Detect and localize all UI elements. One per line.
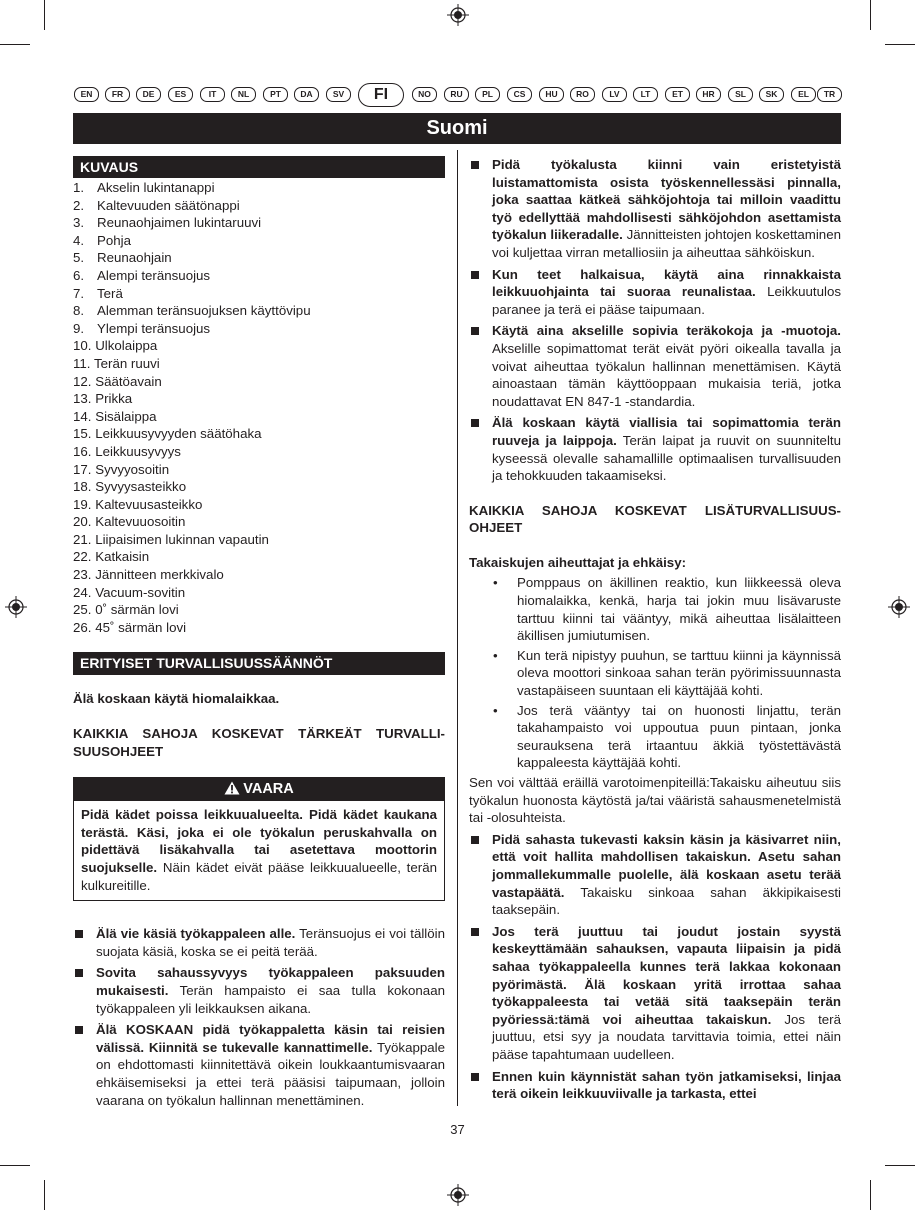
- list-item: 5. Reunaohjain: [73, 250, 172, 266]
- bullet-square-icon: [75, 1026, 83, 1034]
- list-item: 24. Vacuum-sovitin: [73, 584, 186, 600]
- registration-mark-icon: [888, 596, 910, 618]
- bullet-square-icon: [471, 271, 479, 279]
- language-tab[interactable]: SL: [728, 87, 753, 102]
- danger-box-header: [74, 778, 444, 801]
- crop-mark: [0, 1165, 30, 1166]
- crop-mark: [44, 0, 45, 30]
- extra-safety-heading: KAIKKIA SAHOJA KOSKEVAT LISÄTURVALLISUUS-OHJEET: [469, 502, 841, 536]
- list-item: 18. Syvyysasteikko: [73, 479, 187, 495]
- list-item: • Pomppaus on äkillinen reaktio, kun liikkeessä oleva hiomalaikka, kenkä, harja tai jokin muu lisävaruste tarttuu kiinni tai vääntyy, mikä aiheuttaa lisälaitteen äkillisen jumiutumisen.: [493, 575, 841, 644]
- list-item: 26. 45˚ särmän lovi: [73, 619, 187, 635]
- language-tab[interactable]: RU: [444, 87, 469, 102]
- danger-title: VAARA: [243, 781, 294, 798]
- language-tab[interactable]: RO: [570, 87, 595, 102]
- danger-text: Pidä kädet poissa leikkuualueelta. Pidä kädet kaukana terästä. Käsi, joka ei ole työkalun peruskahvalla on pidettävä lisäkahvalla tai asetettava moottorin suojukselle. Näin kädet eivät pääse leikkuualueelle, terän kulkureitille.: [81, 807, 437, 893]
- list-item: 7. Terä: [73, 285, 123, 301]
- list-item: 4. Pohja: [73, 232, 132, 248]
- list-item: 20. Kaltevuuosoitin: [73, 514, 186, 530]
- registration-mark-icon: [447, 1184, 469, 1206]
- bullet-dot-icon: •: [493, 647, 498, 663]
- list-item: 11. Terän ruuvi: [73, 355, 160, 371]
- language-tab[interactable]: ES: [168, 87, 193, 102]
- language-tabs: [74, 83, 842, 107]
- language-tab[interactable]: PT: [263, 87, 288, 102]
- list-item: 2. Kaltevuuden säätönappi: [73, 197, 240, 213]
- list-item: Sovita sahaussyvyys työkappaleen paksuuden mukaisesti. Terän hampaisto ei saa tulla kokonaan työkappaleen yli leikkauksen aikana.: [73, 964, 445, 1017]
- language-tab[interactable]: NO: [412, 87, 437, 102]
- page-number: 37: [450, 1122, 465, 1137]
- crop-mark: [870, 0, 871, 30]
- list-item: Älä koskaan käytä viallisia tai sopimattomia terän ruuveja ja laippoja. Terän laipat ja ruuvit on suunniteltu kyseessä olevalle sahamallille optimaalisen turvallisuuden ja tehokkuuden takaamiseksi.: [469, 414, 841, 484]
- list-item: 14. Sisälaippa: [73, 408, 157, 424]
- language-tab[interactable]: IT: [200, 87, 225, 102]
- language-tab[interactable]: LV: [602, 87, 627, 102]
- list-item: 13. Prikka: [73, 391, 133, 407]
- crop-mark: [870, 1180, 871, 1210]
- list-item: Älä KOSKAAN pidä työkappaletta käsin tai reisien välissä. Kiinnitä se tukevalle kannattimelle. Työkappale on ehdottomasti kiinnitettävä oikein loukkaantumisvaaran ehkäisemiseksi ja ettei terä pääsisi taipumaan, jolloin vaarana on työkalun hallinnan menettäminen.: [73, 1021, 445, 1109]
- important-safety-heading: KAIKKIA SAHOJA KOSKEVAT TÄRKEÄT TURVALLI-SUUSOHJEET: [73, 726, 445, 759]
- parts-list: [73, 179, 445, 636]
- kickback-intro: Sen voi välttää eräillä varotoimenpiteillä:Takaisku aiheutuu siis työkalun huonosta käytöstä ja/tai vääristä sahausmenetelmistä tai -olosuhteista.: [469, 775, 841, 826]
- language-tab[interactable]: HR: [696, 87, 721, 102]
- bullet-square-icon: [75, 969, 83, 977]
- column-divider: [457, 150, 458, 1106]
- language-tab[interactable]: EL: [791, 87, 816, 102]
- right-column: [469, 156, 841, 1103]
- language-tab[interactable]: PL: [475, 87, 500, 102]
- no-abrasive-warning: Älä koskaan käytä hiomalaikkaa.: [73, 691, 280, 707]
- bullet-dot-icon: •: [493, 575, 498, 591]
- language-tab[interactable]: TR: [817, 87, 842, 102]
- list-item: 16. Leikkuusyvyys: [73, 443, 181, 459]
- warning-triangle-icon: [224, 781, 240, 795]
- list-item: 1. Akselin lukintanappi: [73, 180, 215, 195]
- list-item: Älä vie käsiä työkappaleen alle. Teränsuojus ei voi tällöin suojata käsiä, koska se ei peitä terää.: [73, 925, 445, 960]
- list-item: 19. Kaltevuusasteikko: [73, 496, 203, 512]
- page-title: Suomi: [73, 113, 841, 144]
- list-item: 25. 0˚ särmän lovi: [73, 602, 179, 618]
- language-tab[interactable]: HU: [539, 87, 564, 102]
- bullet-square-icon: [471, 1073, 479, 1081]
- list-item: 9. Ylempi teränsuojus: [73, 320, 211, 336]
- bullet-square-icon: [471, 836, 479, 844]
- list-item: 23. Jännitteen merkkivalo: [73, 567, 224, 583]
- list-item: Ennen kuin käynnistät sahan työn jatkamiseksi, linjaa terä oikein leikkuuviivalle ja tarkasta, ettei: [469, 1068, 841, 1103]
- bullet-square-icon: [471, 327, 479, 335]
- language-tab[interactable]: DE: [136, 87, 161, 102]
- danger-box: [73, 777, 445, 901]
- list-item: 3. Reunaohjaimen lukintaruuvi: [73, 215, 262, 231]
- language-tab[interactable]: LT: [633, 87, 658, 102]
- list-item: • Jos terä vääntyy tai on huonosti linjattu, terän takahampaisto voi uppoutua puun pintaan, jonka seurauksena terä irtaantuu äkkiä työstettävästä kappaleesta käyttäjää kohti.: [493, 702, 841, 771]
- bullet-square-icon: [471, 928, 479, 936]
- crop-mark: [0, 44, 30, 45]
- kickback-heading: Takaiskujen aiheuttajat ja ehkäisy:: [469, 554, 687, 570]
- list-item: 6. Alempi teränsuojus: [73, 267, 211, 283]
- section-heading-safety: ERITYISET TURVALLISUUSSÄÄNNÖT: [73, 652, 445, 675]
- language-tab[interactable]: SV: [326, 87, 351, 102]
- bullet-square-icon: [471, 161, 479, 169]
- language-tab[interactable]: CS: [507, 87, 532, 102]
- left-column: [73, 156, 445, 1109]
- list-item: Kun teet halkaisua, käytä aina rinnakkaista leikkuuohjainta tai suoraa reunalistaa. Leikkuutulos paranee ja terä ei pääse taipumaan.: [469, 266, 841, 319]
- list-item: Pidä työkalusta kiinni vain eristetyistä luistamattomista osista työskennellessäsi pinnalla, joka saattaa kätkeä sähköjohtoja tai milloin vaadittu työ edellyttää mahdollisesti sähköjohdon asettamista työkalun liikeradalle. Jännitteisten johtojen koskettaminen voi kuljettaa virran metalliosiin ja aiheuttaa sähköiskun.: [469, 156, 841, 262]
- language-tab[interactable]: NL: [231, 87, 256, 102]
- section-heading-kuvaus: KUVAUS: [73, 156, 445, 178]
- registration-mark-icon: [447, 4, 469, 26]
- list-item: 22. Katkaisin: [73, 549, 150, 565]
- list-item: 8. Alemman teränsuojuksen käyttövipu: [73, 303, 311, 319]
- list-item: • Kun terä nipistyy puuhun, se tarttuu kiinni ja käynnissä oleva moottori sinkoaa sahan terän pyörimissuunnasta vastapäiseen suuntaan eli käyttäjää kohti.: [493, 647, 841, 699]
- bullet-dot-icon: •: [493, 702, 498, 718]
- list-item: 15. Leikkuusyvyyden säätöhaka: [73, 426, 262, 442]
- language-tab[interactable]: FR: [105, 87, 130, 102]
- registration-mark-icon: [5, 596, 27, 618]
- language-tab[interactable]: SK: [759, 87, 784, 102]
- list-item: Jos terä juuttuu tai joudut jostain syystä keskeyttämään sahauksen, vapauta liipaisin ja pidä sahaa työkappaleella kunnes terä lakkaa kokonaan pyörimästä. Älä koskaan yritä irrottaa sahaa työkappaleesta tai vetää sitä taaksepäin terän pyöriessä:tämä voi aiheuttaa takaiskun. Jos terä juuttuu, etsi syy ja noudata tarvittavia toimia, ettei näin pääse tapahtumaan uudelleen.: [469, 923, 841, 1064]
- crop-mark: [44, 1180, 45, 1210]
- language-tab-active[interactable]: FI: [358, 83, 404, 107]
- language-tab[interactable]: EN: [74, 87, 99, 102]
- bullet-square-icon: [75, 930, 83, 938]
- list-item: 10. Ulkolaippa: [73, 338, 158, 354]
- language-tab[interactable]: DA: [294, 87, 319, 102]
- crop-mark: [885, 1165, 915, 1166]
- list-item: 21. Liipaisimen lukinnan vapautin: [73, 531, 269, 547]
- list-item: 12. Säätöavain: [73, 373, 162, 389]
- language-tab[interactable]: ET: [665, 87, 690, 102]
- bullet-square-icon: [471, 419, 479, 427]
- list-item: Käytä aina akselille sopivia teräkokoja ja -muotoja. Akselille sopimattomat terät eivät pyöri oikealla tavalla ja voivat aiheuttaa työkalun hallinnan menettämisen. Käytä ainoastaan tämän käyttöoppaan mukaisia teriä, jotka noudattavat EN 847-1 -standardia.: [469, 322, 841, 410]
- crop-mark: [885, 44, 915, 45]
- list-item: Pidä sahasta tukevasti kaksin käsin ja käsivarret niin, että voit hallita mahdollisen takaiskun. Asetu sahan jommallekummalle puolelle, älä koskaan asetu terää vastapäätä. Takaisku sinkoaa sahan äkkipikaisesti taaksepäin.: [469, 831, 841, 919]
- list-item: 17. Syvyyosoitin: [73, 461, 170, 477]
